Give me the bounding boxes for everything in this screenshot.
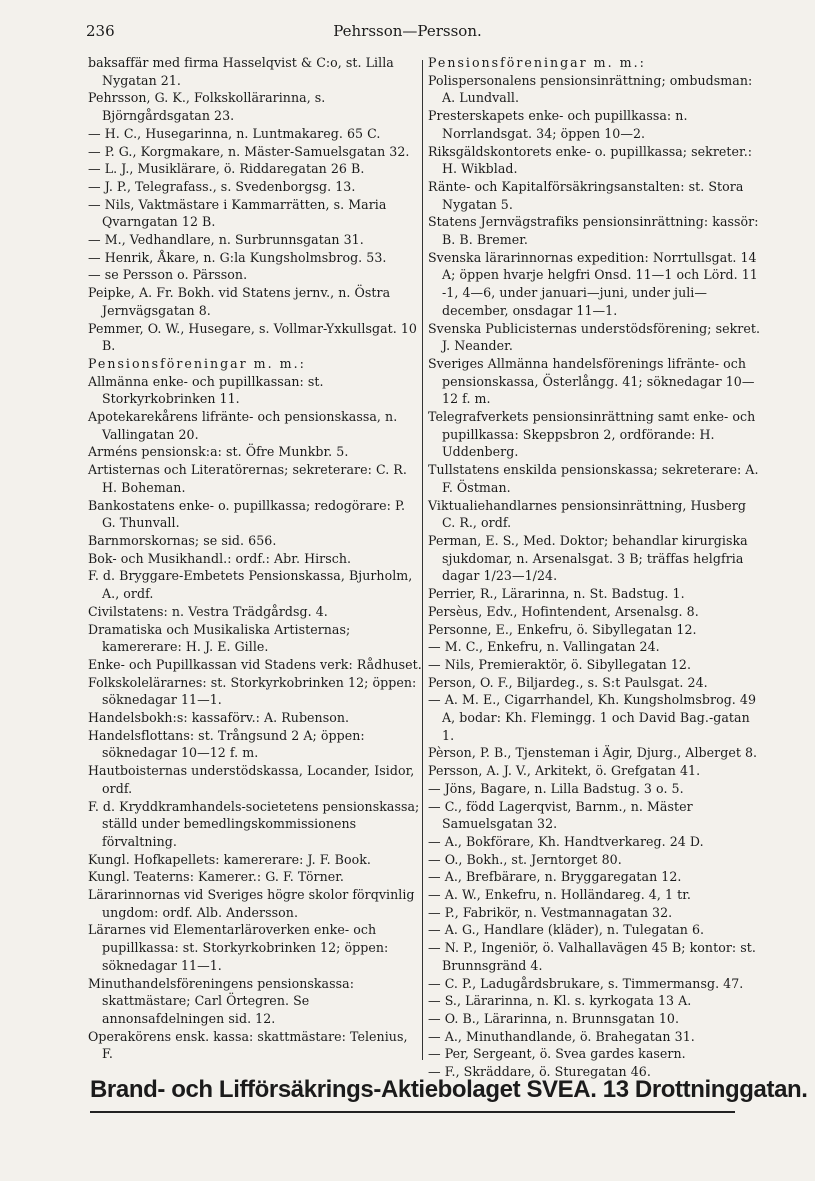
directory-entry: Kungl. Teaterns: Kamerer.: G. F. Törner. (88, 869, 344, 885)
directory-entry: — Jöns, Bagare, n. Lilla Badstug. 3 o. 5. (428, 780, 684, 796)
directory-entry: Enke- och Pupillkassan vid Stadens verk: Rådhuset. (88, 656, 422, 672)
directory-entry: Personne, E., Enkefru, ö. Sibyllegatan 12. (428, 621, 697, 637)
directory-entry: Polispersonalens pensionsinrättning; ombudsman: A. Lundvall. (428, 72, 753, 106)
directory-entry: Dramatiska och Musikaliska Artisternas; kamererare: H. J. E. Gille. (88, 621, 351, 655)
directory-entry: Tullstatens enskilda pensionskassa; sekreterare: A. F. Östman. (428, 462, 759, 495)
directory-entry: — A. W., Enkefru, n. Holländareg. 4, 1 tr. (428, 887, 691, 903)
directory-entry: Persèus, Edv., Hofintendent, Arsenalsg. 8. (428, 603, 699, 619)
directory-entry: Presterskapets enke- och pupillkassa: n. Norrlandsgat. 34; öppen 10—2. (428, 108, 688, 141)
directory-entry: — Henrik, Åkare, n. G:la Kungsholmsbrog. 53. (88, 249, 387, 265)
directory-entry: Bok- och Musikhandl.: ordf.: Abr. Hirsch. (88, 550, 352, 566)
directory-entry: Artisternas och Literatörernas; sekreterare: C. R. H. Boheman. (88, 462, 407, 495)
directory-entry: Kungl. Hofkapellets: kamererare: J. F. Book. (88, 851, 371, 867)
directory-entry: Apotekarekårens lifränte- och pensionskassa, n. Vallingatan 20. (88, 409, 398, 442)
directory-entry: Persson, A. J. V., Arkitekt, ö. Grefgatan 41. (428, 763, 701, 779)
running-head: Pehrsson—Persson. (333, 22, 482, 40)
directory-entry: Ränte- och Kapitalförsäkringsanstalten: st. Stora Nygatan 5. (428, 178, 744, 212)
directory-entry: — A., Bokförare, Kh. Handtverkareg. 24 D. (428, 833, 704, 849)
directory-entry: Riksgäldskontorets enke- o. pupillkassa; sekreter.: H. Wikblad. (428, 143, 753, 177)
directory-entry: F. d. Kryddkramhandels-societetens pensionskassa; ställd under bemedlingskommissionens förvaltning. (88, 798, 420, 849)
directory-entry: Pensionsföreningar m. m.: (428, 55, 646, 70)
directory-entry: — C., född Lagerqvist, Barnm., n. Mäster Samuelsgatan 32. (428, 798, 693, 832)
directory-entry: baksaffär med firma Hasselqvist & C:o, st. Lilla Nygatan 21. (88, 55, 394, 88)
left-column (88, 54, 422, 1063)
directory-entry: Perrier, R., Lärarinna, n. St. Badstug. 1. (428, 586, 685, 602)
page-header (0, 22, 815, 50)
directory-entry: — C. P., Ladugårdsbrukare, s. Timmermansg. 47. (428, 975, 744, 991)
directory-entry: F. d. Bryggare-Embetets Pensionskassa, Bjurholm, A., ordf. (88, 568, 413, 602)
footer-rule (90, 1111, 735, 1113)
directory-entry: — M., Vedhandlare, n. Surbrunnsgatan 31. (88, 232, 364, 248)
directory-entry: Handelsbokh:s: kassaförv.: A. Rubenson. (88, 710, 350, 726)
directory-entry: Folkskolelärarnes: st. Storkyrkobrinken 12; öppen: söknedagar 11—1. (88, 674, 417, 708)
directory-entry: — O., Bokh., st. Jerntorget 80. (428, 851, 622, 867)
directory-entry: Statens Jernvägstrafiks pensionsinrättning: kassör: B. B. Bremer. (428, 214, 759, 248)
directory-entry: — L. J., Musiklärare, ö. Riddaregatan 26 B. (88, 161, 365, 177)
directory-entry: — J. P., Telegrafass., s. Svedenborgsg. 13. (88, 178, 356, 194)
directory-entry: — H. C., Husegarinna, n. Luntmakareg. 65 C. (88, 125, 381, 141)
directory-entry: Arméns pensionsk:a: st. Öfre Munkbr. 5. (88, 444, 349, 460)
directory-entry: — P. G., Korgmakare, n. Mäster-Samuelsgatan 32. (88, 143, 410, 159)
directory-entry: Barnmorskornas; se sid. 656. (88, 532, 277, 548)
directory-entry: Peipke, A. Fr. Bokh. vid Statens jernv., n. Östra Jernvägsgatan 8. (88, 285, 391, 318)
directory-entry: — Nils, Vaktmästare i Kammarrätten, s. Maria Qvarngatan 12 B. (88, 196, 387, 230)
directory-entry: — F., Skräddare, ö. Sturegatan 46. (428, 1064, 651, 1080)
directory-entry: Lärarinnornas vid Sveriges högre skolor förqvinlig ungdom: ordf. Alb. Andersson. (88, 887, 415, 920)
directory-entry: Svenska Publicisternas understödsförening; sekret. J. Neander. (428, 320, 761, 354)
directory-entry: Perman, E. S., Med. Doktor; behandlar kirurgiska sjukdomar, n. Arsenalsgat. 3 B; träffas helgfria dagar 1/23—1/24. (428, 532, 748, 584)
directory-entry: — A. G., Handlare (kläder), n. Tulegatan 6. (428, 922, 705, 938)
directory-entry: — N. P., Ingeniör, ö. Valhallavägen 45 B; kontor: st. Brunnsgränd 4. (428, 940, 756, 973)
right-column (428, 54, 762, 1081)
directory-entry: Lärarnes vid Elementarläroverken enke- och pupillkassa: st. Storkyrkobrinken 12; öppen: söknedagar 11—1. (88, 922, 389, 973)
directory-entry: — O. B., Lärarinna, n. Brunnsgatan 10. (428, 1010, 680, 1026)
directory-entry: Pèrson, P. B., Tjensteman i Ägir, Djurg., Alberget 8. (428, 745, 758, 761)
directory-entry: Handelsflottans: st. Trångsund 2 A; öppen: söknedagar 10—12 f. m. (88, 727, 365, 761)
directory-entry: Viktualiehandlarnes pensionsinrättning, Husberg C. R., ordf. (428, 497, 746, 531)
directory-entry: — se Persson o. Pärsson. (88, 267, 248, 283)
directory-entry: — A., Brefbärare, n. Bryggaregatan 12. (428, 869, 682, 885)
directory-entry: Operakörens ensk. kassa: skattmästare: Telenius, F. (88, 1028, 408, 1062)
directory-entry: — S., Lärarinna, n. Kl. s. kyrkogata 13 A. (428, 993, 692, 1009)
directory-entry: Svenska lärarinnornas expedition: Norrtullsgat. 14 A; öppen hvarje helgfri Onsd. 11—1 och Lörd. 11 -1, 4—6, under januari—juni, under juli—december, onsdagar 11—1. (428, 249, 758, 318)
directory-entry: Civilstatens: n. Vestra Trädgårdsg. 4. (88, 603, 328, 619)
directory-entry: Minuthandelsföreningens pensionskassa: skattmästare; Carl Örtegren. Se annonsafdelningen sid. 12. (88, 975, 354, 1026)
directory-entry: — Nils, Premieraktör, ö. Sibyllegatan 12. (428, 656, 691, 672)
directory-entry: — A. M. E., Cigarrhandel, Kh. Kungsholmsbrog. 49 A, bodar: Kh. Flemingg. 1 och David Bag.-gatan 1. (428, 692, 757, 743)
directory-entry: Pensionsföreningar m. m.: (88, 355, 306, 371)
directory-entry: — A., Minuthandlande, ö. Brahegatan 31. (428, 1028, 695, 1044)
directory-entry: Hautboisternas understödskassa, Locander, Isidor, ordf. (88, 763, 415, 796)
directory-entry: Bankostatens enke- o. pupillkassa; redogörare: P. G. Thunvall. (88, 497, 406, 531)
directory-entry: — M. C., Enkefru, n. Vallingatan 24. (428, 639, 660, 655)
page-number: 236 (86, 22, 115, 40)
column-divider (422, 60, 423, 1060)
footer-advertisement: Brand- och Lifförsäkrings-Aktiebolaget SVEA. 13 Drottninggatan. (90, 1076, 808, 1103)
directory-entry: Person, O. F., Biljardeg., s. S:t Paulsgat. 24. (428, 674, 708, 690)
directory-entry: Pehrsson, G. K., Folkskollärarinna, s. Björngårdsgatan 23. (88, 90, 326, 124)
directory-entry: — Per, Sergeant, ö. Svea gardes kasern. (428, 1046, 686, 1062)
directory-entry: Allmänna enke- och pupillkassan: st. Storkyrkobrinken 11. (88, 373, 324, 407)
directory-entry: — P., Fabrikör, n. Vestmannagatan 32. (428, 904, 673, 920)
directory-entry: Pemmer, O. W., Husegare, s. Vollmar-Yxkullsgat. 10 B. (88, 320, 417, 354)
directory-entry: Telegrafverkets pensionsinrättning samt enke- och pupillkassa: Skeppsbron 2, ordförande: H. Uddenberg. (428, 409, 756, 460)
directory-entry: Sveriges Allmänna handelsförenings lifränte- och pensionskassa, Österlångg. 41; söknedagar 10—12 f. m. (428, 355, 755, 407)
